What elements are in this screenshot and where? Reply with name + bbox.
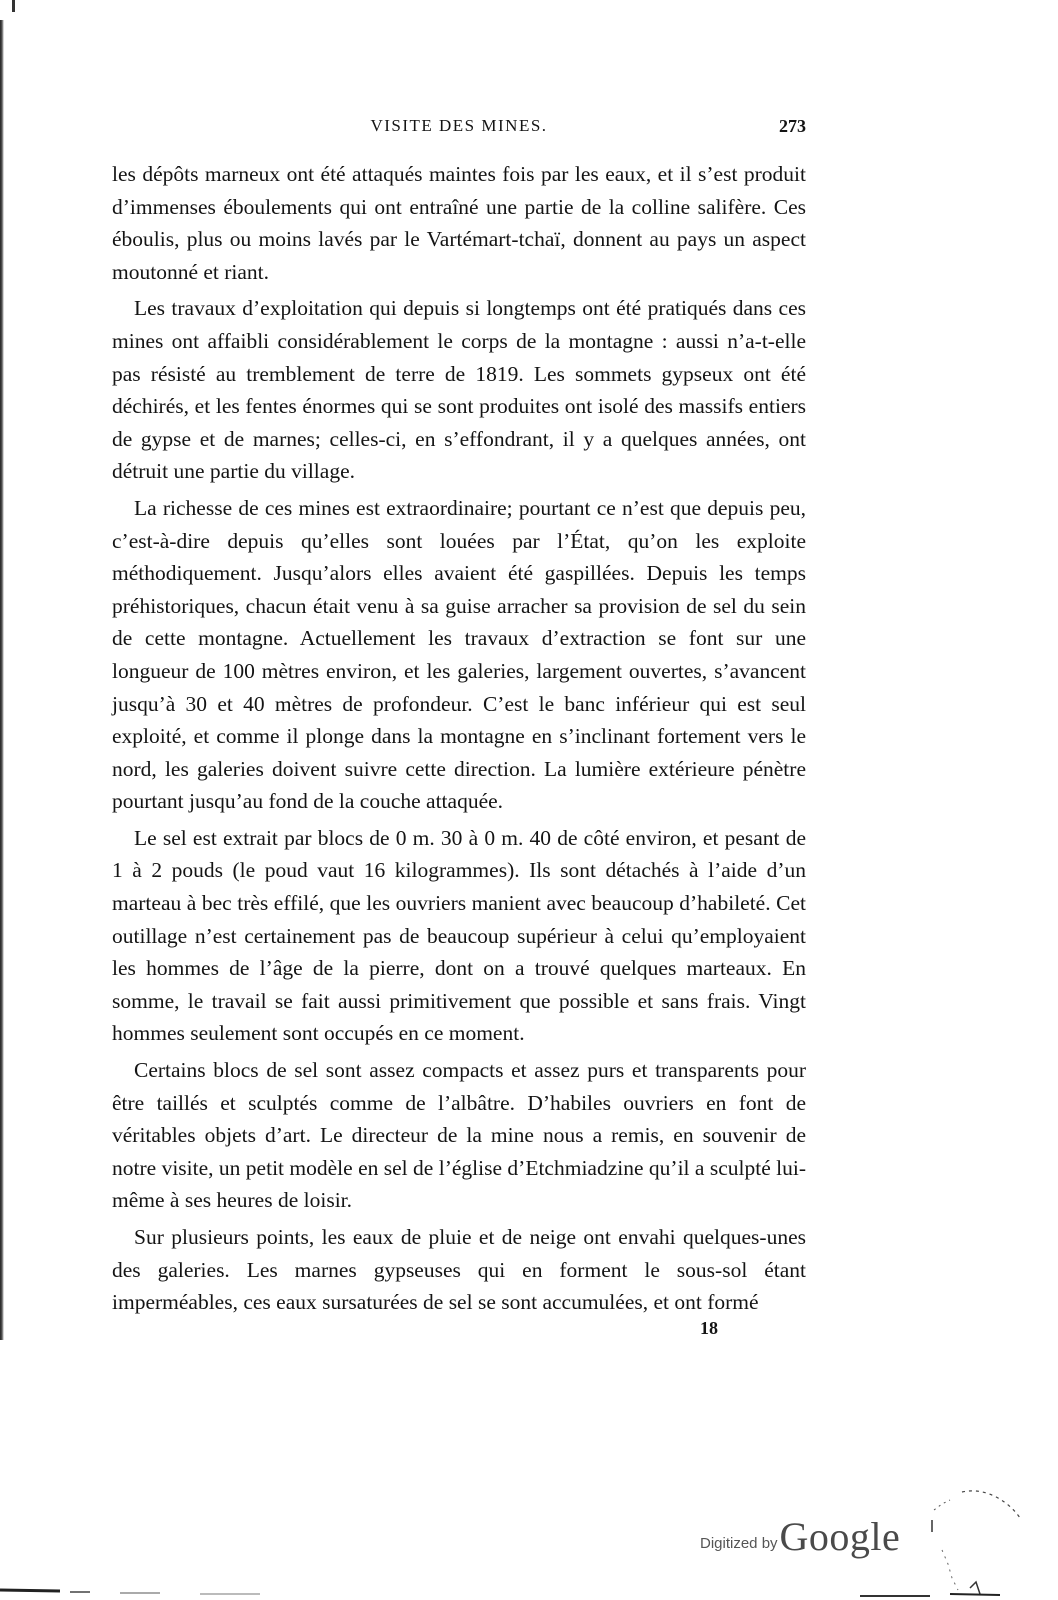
paragraph-4: Le sel est extrait par blocs de 0 m. 30 à 0 m. 40 de côté environ, et pesant de 1 à 2 pouds (le poud vaut 16 kilogrammes). Ils sont détachés à l’aide d’un marteau à bec très effilé, que les ouvriers manient avec beaucoup d’habileté. Cet outillage n’est certainement pas de beaucoup supérieur à celui qu’employaient les hommes de l’âge de la pierre, dont on a trouvé quelques marteaux. En somme, le travail se fait aussi primitivement que possible et sans frais. Vingt hommes seulement sont occupés en ce moment.	[112, 825, 806, 1046]
running-head	[112, 116, 806, 142]
scan-bottom-noise	[0, 1584, 1058, 1600]
watermark-logo: Google	[779, 1514, 901, 1559]
corner-mark	[12, 0, 15, 12]
paragraph-3: La richesse de ces mines est extraordinaire; pourtant ce n’est que depuis peu, c’est-à-dire depuis qu’elles sont louées par l’État, qu’on les exploite méthodiquement. Jusqu’alors elles avaient été gaspillées. Depuis les temps préhistoriques, chacun était venu à sa guise arracher sa provision de sel du sein de cette montagne. Actuellement les travaux d’extraction se font sur une longueur de 100 mètres environ, et les galeries, largement ouvertes, s’avancent jusqu’à 30 et 40 mètres de profondeur. C’est le banc inférieur qui est seul exploité, et comme il plonge dans la montagne en s’inclinant fortement vers le nord, les galeries doivent suivre cette direction. La lumière extérieure pénètre pourtant jusqu’au fond de la couche attaquée.	[112, 495, 806, 814]
watermark-prefix: Digitized by	[700, 1535, 778, 1552]
paragraph-5: Certains blocs de sel sont assez compacts et assez purs et transparents pour être taillés et sculptés comme de l’albâtre. D’habiles ouvriers en font de véritables objets d’art. Le directeur de la mine nous a remis, en souvenir de notre visite, un petit modèle en sel de l’église d’Etchmiadzine qu’il a sculpté lui-même à ses heures de loisir.	[112, 1058, 806, 1213]
body-text	[112, 158, 806, 1323]
scan-specks	[920, 1460, 1030, 1600]
paragraph-6: Sur plusieurs points, les eaux de pluie et de neige ont envahi quelques-unes des galeries. Les marnes gypseuses qui en forment le sous-sol étant imperméables, ces eaux sursaturées de sel se sont accumulées, et ont formé	[112, 1225, 806, 1315]
signature-mark: 18	[700, 1318, 718, 1338]
paragraph-2: Les travaux d’exploitation qui depuis si longtemps ont été pratiqués dans ces mines ont affaibli considérablement le corps de la montagne : aussi n’a-t-elle pas résisté au tremblement de terre de 1819. Les sommets gypseux ont été déchirés, et les fentes énormes qui se sont produites ont isolé des massifs entiers de gypse et de marnes; celles-ci, en s’effondrant, il y a quelques années, ont détruit une partie du village.	[112, 296, 806, 484]
binding-edge	[0, 20, 4, 1340]
running-title: VISITE DES MINES.	[370, 116, 548, 135]
paragraph-1: les dépôts marneux ont été attaqués maintes fois par les eaux, et il s’est produit d’immenses éboulements qui ont entraîné une partie de la colline salifère. Ces éboulis, plus ou moins lavés par le Vartémart-tchaï, donnent au pays un aspect moutonné et riant.	[112, 162, 806, 284]
digitized-watermark	[700, 1500, 900, 1560]
page-number: 273	[779, 116, 806, 136]
